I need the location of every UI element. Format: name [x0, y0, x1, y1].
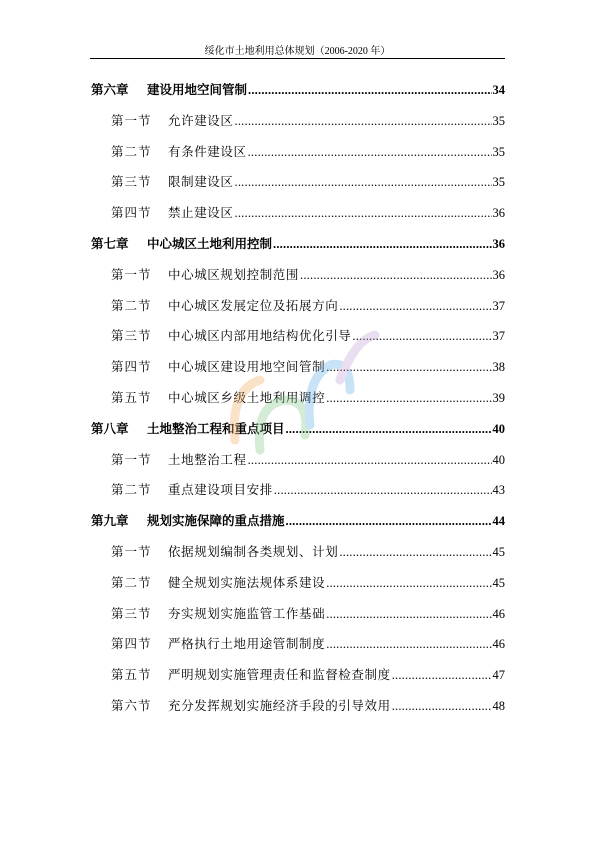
toc-dot-leader: [235, 172, 492, 192]
toc-chapter-entry[interactable]: [91, 234, 505, 254]
toc-entry-label: 第三节: [111, 606, 152, 621]
toc-chapter-entry[interactable]: [91, 419, 505, 439]
toc-page-number: 35: [492, 145, 505, 159]
toc-page-number: 43: [492, 483, 505, 497]
toc-entry-title: 中心城区规划控制范围: [168, 267, 300, 282]
toc-page-number: 46: [492, 637, 505, 651]
toc-section-entry[interactable]: [111, 111, 505, 131]
toc-dot-leader: [235, 203, 492, 223]
toc-page-number: 46: [492, 607, 505, 621]
toc-entry-title: 有条件建设区: [168, 144, 247, 159]
toc-entry-title: 夯实规划实施监管工作基础: [168, 606, 326, 621]
toc-dot-leader: [352, 326, 491, 346]
toc-page-number: 40: [492, 422, 505, 436]
toc-section-entry[interactable]: [111, 357, 505, 377]
toc-entry-title: 中心城区乡级土地利用调控: [168, 390, 326, 405]
toc-entry-label: 第一节: [111, 267, 152, 282]
toc-section-entry[interactable]: [111, 634, 505, 654]
toc-section-entry[interactable]: [111, 665, 505, 685]
toc-dot-leader: [326, 604, 491, 624]
toc-entry-label: 第六节: [111, 698, 152, 713]
toc-dot-leader: [286, 419, 492, 439]
toc-dot-leader: [273, 234, 491, 254]
toc-page-number: 39: [492, 391, 505, 405]
toc-entry-title: 重点建设项目安排: [168, 482, 273, 497]
toc-entry-label: 第三节: [111, 174, 152, 189]
toc-entry-title: 充分发挥规划实施经济手段的引导效用: [168, 698, 391, 713]
toc-page-number: 34: [492, 83, 505, 97]
toc-section-entry[interactable]: [111, 172, 505, 192]
toc-section-entry[interactable]: [111, 142, 505, 162]
toc-section-entry[interactable]: [111, 265, 505, 285]
toc-page-number: 40: [492, 453, 505, 467]
toc-entry-title: 中心城区内部用地结构优化引导: [168, 328, 352, 343]
toc-entry-title: 中心城区发展定位及拓展方向: [168, 298, 339, 313]
toc-page-number: 36: [492, 237, 505, 251]
toc-section-entry[interactable]: [111, 326, 505, 346]
toc-chapter-entry[interactable]: [91, 80, 505, 100]
toc-page-number: 35: [492, 175, 505, 189]
toc-entry-label: 第七章: [91, 236, 129, 251]
toc-section-entry[interactable]: [111, 388, 505, 408]
toc-entry-label: 第一节: [111, 452, 152, 467]
toc-dot-leader: [300, 265, 491, 285]
toc-entry-title: 严明规划实施管理责任和监督检查制度: [168, 667, 391, 682]
toc-entry-label: 第五节: [111, 667, 152, 682]
toc-entry-title: 允许建设区: [168, 113, 234, 128]
toc-dot-leader: [248, 450, 492, 470]
toc-dot-leader: [274, 480, 492, 500]
toc-dot-leader: [286, 511, 492, 531]
toc-entry-title: 土地整治工程和重点项目: [147, 421, 285, 436]
toc-entry-label: 第二节: [111, 298, 152, 313]
toc-entry-label: 第九章: [91, 513, 129, 528]
toc-entry-label: 第一节: [111, 113, 152, 128]
toc-entry-label: 第二节: [111, 482, 152, 497]
toc-page-number: 45: [492, 576, 505, 590]
running-header: 绥化市土地利用总体规划（2006-2020 年）: [204, 46, 391, 57]
toc-dot-leader: [339, 296, 491, 316]
toc-chapter-entry[interactable]: [91, 511, 505, 531]
toc-page-number: 36: [492, 268, 505, 282]
toc-page-number: 48: [492, 699, 505, 713]
toc-entry-title: 限制建设区: [168, 174, 234, 189]
toc-entry-label: 第二节: [111, 144, 152, 159]
toc-entry-label: 第二节: [111, 575, 152, 590]
toc-page-number: 44: [492, 514, 505, 528]
toc-dot-leader: [235, 111, 492, 131]
toc-page-number: 38: [492, 360, 505, 374]
toc-page-number: 45: [492, 545, 505, 559]
toc-entry-label: 第四节: [111, 359, 152, 374]
toc-section-entry[interactable]: [111, 203, 505, 223]
toc-dot-leader: [392, 696, 492, 716]
toc-entry-label: 第五节: [111, 390, 152, 405]
toc-entry-title: 严格执行土地用途管制制度: [168, 636, 326, 651]
toc-entry-label: 第一节: [111, 544, 152, 559]
toc-entry-label: 第四节: [111, 205, 152, 220]
toc-page-number: 47: [492, 668, 505, 682]
toc-dot-leader: [326, 573, 491, 593]
toc-dot-leader: [248, 80, 491, 100]
toc-entry-label: 第六章: [91, 82, 129, 97]
toc-entry-title: 禁止建设区: [168, 205, 234, 220]
toc-dot-leader: [339, 542, 491, 562]
toc-entry-title: 规划实施保障的重点措施: [147, 513, 285, 528]
toc-entry-title: 建设用地空间管制: [147, 82, 248, 97]
toc-entry-title: 依据规划编制各类规划、计划: [168, 544, 339, 559]
toc-section-entry[interactable]: [111, 296, 505, 316]
toc-entry-label: 第八章: [91, 421, 129, 436]
toc-dot-leader: [326, 634, 491, 654]
toc-section-entry[interactable]: [111, 480, 505, 500]
toc-entry-label: 第四节: [111, 636, 152, 651]
toc-section-entry[interactable]: [111, 573, 505, 593]
toc-dot-leader: [392, 665, 492, 685]
toc-section-entry[interactable]: [111, 604, 505, 624]
toc-dot-leader: [326, 388, 491, 408]
toc-entry-label: 第三节: [111, 328, 152, 343]
toc-entry-title: 土地整治工程: [168, 452, 247, 467]
toc-section-entry[interactable]: [111, 542, 505, 562]
toc-dot-leader: [326, 357, 491, 377]
toc-section-entry[interactable]: [111, 450, 505, 470]
toc-page-number: 37: [492, 299, 505, 313]
toc-page-number: 37: [492, 329, 505, 343]
toc-entry-title: 中心城区土地利用控制: [147, 236, 273, 251]
toc-entry-title: 健全规划实施法规体系建设: [168, 575, 326, 590]
toc-page-number: 36: [492, 206, 505, 220]
toc-section-entry[interactable]: [111, 696, 505, 716]
toc-entry-title: 中心城区建设用地空间管制: [168, 359, 326, 374]
toc-dot-leader: [248, 142, 492, 162]
toc-page-number: 35: [492, 114, 505, 128]
